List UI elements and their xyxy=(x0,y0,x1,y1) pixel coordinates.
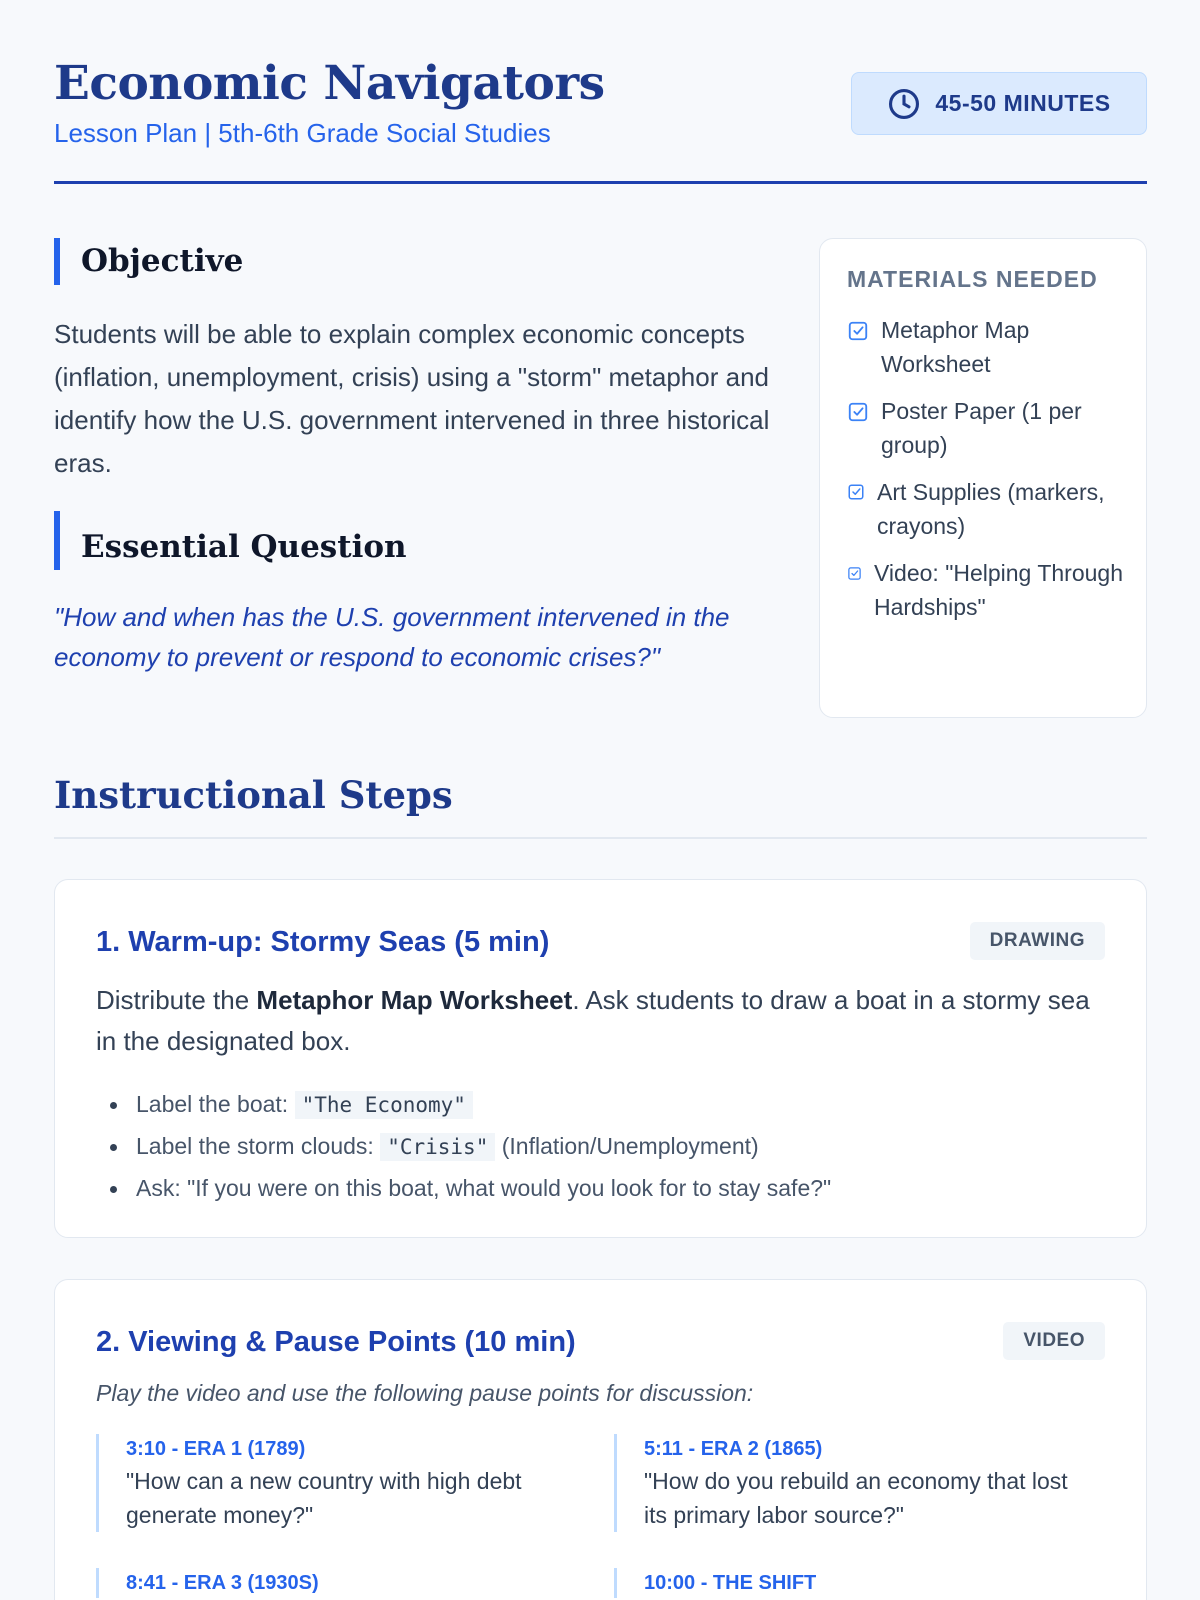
step-intro: Play the video and use the following pause points for discussion: xyxy=(96,1380,754,1406)
checkbox-icon xyxy=(847,401,869,423)
step-title: 2. Viewing & Pause Points (10 min) xyxy=(96,1326,576,1358)
pause-question: "How do you rebuild an economy that lost its primary labor source?" xyxy=(644,1468,1068,1528)
pause-point xyxy=(96,1568,576,1598)
checkbox-icon xyxy=(847,483,865,501)
checkbox-icon xyxy=(847,566,862,581)
pause-point xyxy=(96,1434,576,1532)
instructional-steps-heading: Instructional Steps xyxy=(54,773,1147,839)
pause-timestamp: 3:10 - ERA 1 (1789) xyxy=(126,1438,306,1460)
material-label: Metaphor Map Worksheet xyxy=(881,317,1030,377)
duration-label: 45-50 MINUTES xyxy=(935,90,1111,116)
step-title: 1. Warm-up: Stormy Seas (5 min) xyxy=(96,926,550,958)
material-label: Art Supplies (markers, crayons) xyxy=(877,479,1105,539)
step-bullet-list xyxy=(96,1084,831,1209)
header xyxy=(54,0,1147,184)
objective-text: Students will be able to explain complex economic concepts (inflation, unemployment, crisis) using a "storm" metaphor and identify how the U.S. government intervened in three historical eras. xyxy=(54,319,770,478)
lesson-plan-page xyxy=(54,0,1147,1594)
pause-timestamp: 10:00 - THE SHIFT xyxy=(644,1572,817,1594)
bullet-code: "Crisis" xyxy=(380,1133,495,1161)
bullet-code: "The Economy" xyxy=(295,1091,473,1119)
page-subtitle: Lesson Plan | 5th-6th Grade Social Studies xyxy=(54,118,551,148)
step-desc-text: . Ask students to draw a boat in a stormy sea in the designated box. xyxy=(96,985,1090,1056)
pause-question: "How can a new country with high debt generate money?" xyxy=(126,1468,522,1528)
pause-timestamp: 8:41 - ERA 3 (1930S) xyxy=(126,1572,319,1594)
list-item: Ask: "If you were on this boat, what would you look for to stay safe?" xyxy=(96,1168,831,1209)
bullet-text: Label the boat: xyxy=(136,1091,295,1117)
step-card-warmup xyxy=(54,879,1147,1238)
material-item xyxy=(847,475,1126,543)
list-item xyxy=(96,1084,831,1126)
material-item xyxy=(847,394,1126,462)
step-desc-text: Distribute the xyxy=(96,985,257,1015)
step-description xyxy=(96,980,1096,1062)
list-item xyxy=(96,1126,831,1168)
materials-card xyxy=(819,238,1147,718)
pause-timestamp: 5:11 - ERA 2 (1865) xyxy=(644,1438,823,1460)
clock-icon xyxy=(887,87,921,121)
page-title: Economic Navigators xyxy=(54,56,605,111)
step-desc-bold: Metaphor Map Worksheet xyxy=(256,985,573,1015)
essential-question-text: "How and when has the U.S. government intervened in the economy to prevent or respond to economic crises?" xyxy=(54,602,730,672)
essential-question-heading: Essential Question xyxy=(54,511,407,570)
step-tag: DRAWING xyxy=(970,922,1105,960)
material-item xyxy=(847,556,1126,624)
duration-badge xyxy=(851,72,1147,135)
bullet-text: Label the storm clouds: xyxy=(136,1133,381,1159)
material-item xyxy=(847,313,1126,381)
pause-point xyxy=(614,1568,1094,1598)
objective-heading: Objective xyxy=(54,238,243,285)
material-label: Poster Paper (1 per group) xyxy=(881,398,1082,458)
checkbox-icon xyxy=(847,320,869,342)
pause-point xyxy=(614,1434,1094,1532)
material-label: Video: "Helping Through Hardships" xyxy=(874,560,1123,620)
materials-heading: MATERIALS NEEDED xyxy=(847,266,1098,292)
step-tag: VIDEO xyxy=(1003,1322,1105,1360)
bullet-text: (Inflation/Unemployment) xyxy=(495,1133,759,1159)
step-card-video xyxy=(54,1279,1147,1600)
